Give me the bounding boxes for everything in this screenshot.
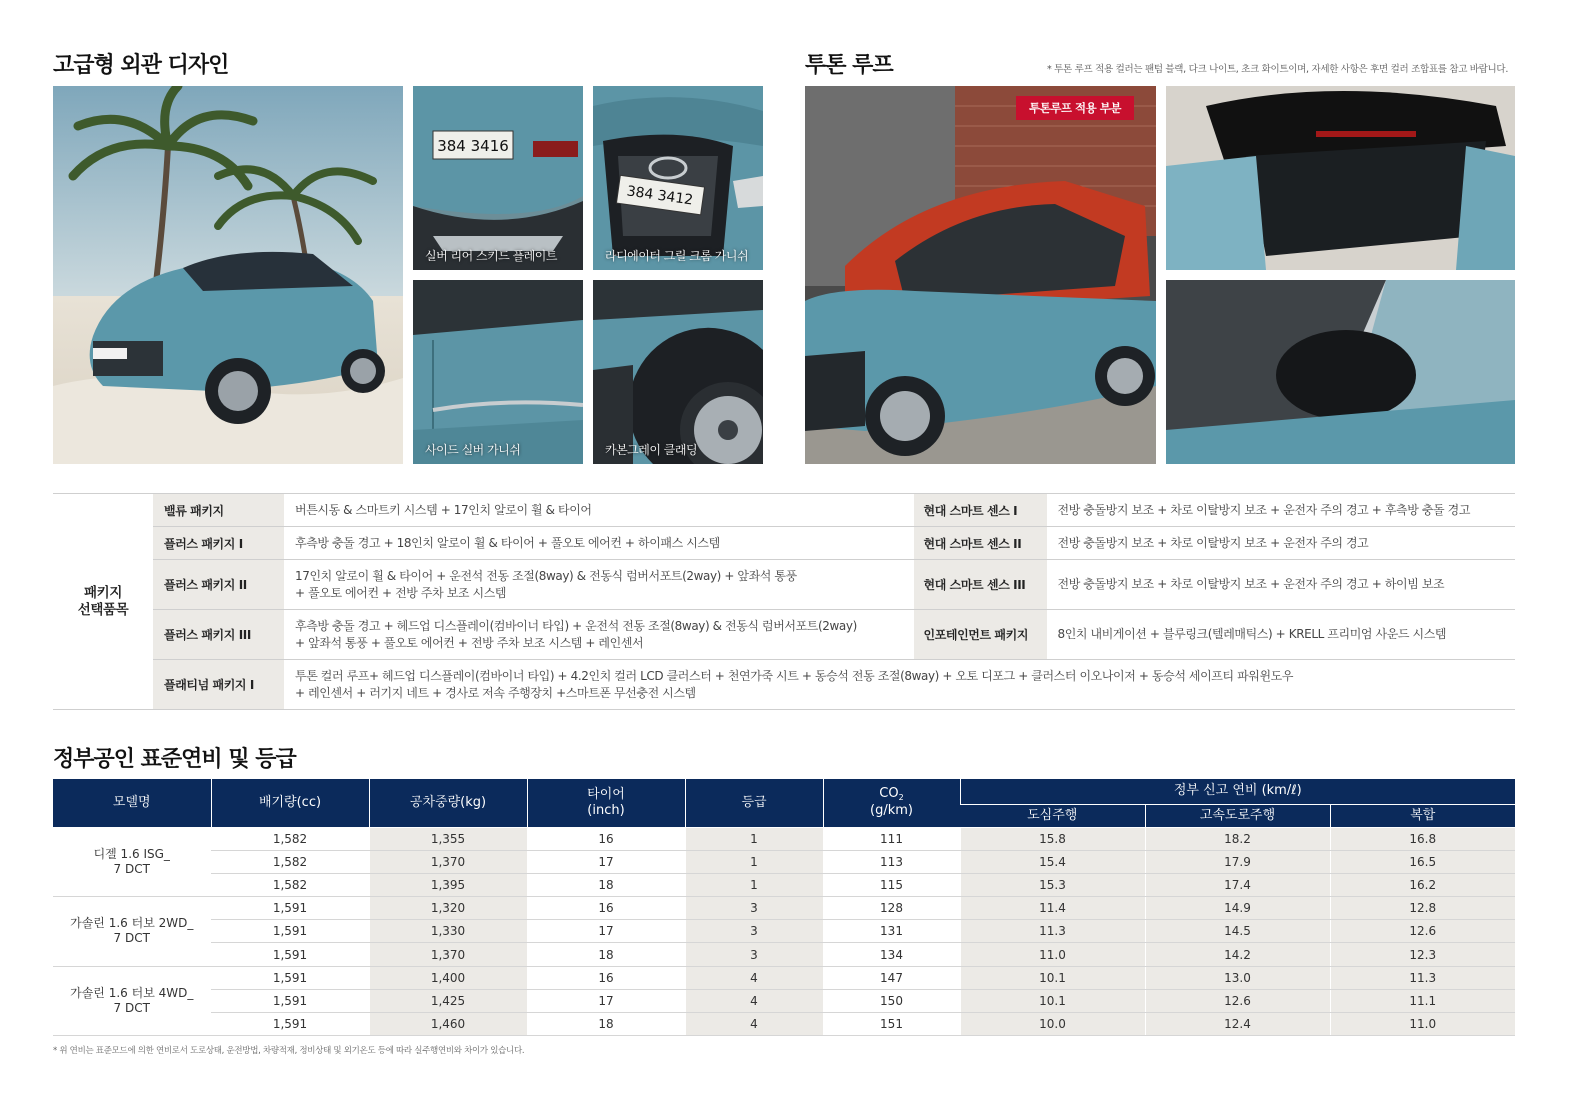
combined-cell: 12.6 [1330,920,1515,943]
package-group-label: 패키지 선택품목 [53,494,153,710]
photo-beach-car [53,86,403,464]
tire-cell: 17 [527,989,685,1012]
grade-cell: 4 [685,966,823,989]
package-desc-right: 전방 충돌방지 보조 + 차로 이탈방지 보조 + 운전자 주의 경고 + 하이빔 보조 [1047,560,1516,610]
grade-cell: 4 [685,989,823,1012]
city-cell: 11.4 [960,897,1145,920]
highway-cell: 13.0 [1145,966,1330,989]
combined-cell: 11.1 [1330,989,1515,1012]
photo-rear-skid [413,86,583,270]
fuel-title: 정부공인 표준연비 및 등급 [53,747,296,772]
highway-cell: 14.5 [1145,920,1330,943]
col-efficiency: 정부 신고 연비 (km/ℓ) [960,779,1515,804]
package-row [53,610,1515,660]
displacement-cell: 1,591 [211,966,369,989]
combined-cell: 16.8 [1330,827,1515,850]
displacement-cell: 1,582 [211,873,369,896]
grade-cell: 3 [685,943,823,966]
tire-cell: 18 [527,1013,685,1036]
col-combined: 복합 [1330,804,1515,827]
col-highway: 고속도로주행 [1145,804,1330,827]
combined-cell: 16.2 [1330,873,1515,896]
svg-text:384 3416: 384 3416 [437,137,509,155]
package-row [53,660,1515,710]
package-desc: 후측방 충돌 경고 + 18인치 알로이 휠 & 타이어 + 풀오토 에어컨 + 하이패스 시스템 [284,527,914,560]
model-name: 가솔린 1.6 터보 2WD_ 7 DCT [53,897,211,967]
weight-cell: 1,395 [369,873,527,896]
weight-cell: 1,320 [369,897,527,920]
fuel-row [53,989,1515,1012]
tire-cell: 18 [527,873,685,896]
grade-cell: 1 [685,873,823,896]
displacement-cell: 1,591 [211,989,369,1012]
weight-cell: 1,355 [369,827,527,850]
weight-cell: 1,400 [369,966,527,989]
col-grade: 등급 [685,779,823,827]
package-row [53,527,1515,560]
twotone-note: * 투톤 루프 적용 컬러는 팬텀 블랙, 다크 나이트, 초크 화이트이며, 자세한 사항은 후면 컬러 조합표를 참고 바랍니다. [1047,64,1509,75]
photo-side-garnish [413,280,583,464]
co2-cell: 151 [823,1013,960,1036]
city-cell: 11.0 [960,943,1145,966]
tire-cell: 16 [527,827,685,850]
package-desc-right: 8인치 내비게이션 + 블루링크(텔레매틱스) + KRELL 프리미엄 사운드 시스템 [1047,610,1516,660]
fuel-row [53,1013,1515,1036]
co2-cell: 113 [823,850,960,873]
fuel-row [53,920,1515,943]
col-displacement: 배기량(cc) [211,779,369,827]
displacement-cell: 1,591 [211,943,369,966]
package-desc: 투톤 컬러 루프+ 헤드업 디스플레이(컴바이너 타입) + 4.2인치 컬러 LCD 클러스터 + 천연가죽 시트 + 동승석 전동 조절(8way) + 오토 디포그 + 클러스터 이오나이저 + 동승석 세이프티 파워윈도우 + 레인센서 + 러기지 네트 + 경사로 저속 주행장치 +스마트폰 무선충전 시스템 [284,660,1515,710]
co2-cell: 131 [823,920,960,943]
combined-cell: 11.3 [1330,966,1515,989]
city-cell: 15.8 [960,827,1145,850]
combined-cell: 16.5 [1330,850,1515,873]
package-label: 플러스 패키지 I [153,527,284,560]
weight-cell: 1,370 [369,943,527,966]
fuel-row [53,873,1515,896]
highway-cell: 18.2 [1145,827,1330,850]
caption-carbon-cladding: 카본그레이 클래딩 [605,443,698,457]
weight-cell: 1,330 [369,920,527,943]
fuel-row [53,850,1515,873]
package-desc-right: 전방 충돌방지 보조 + 차로 이탈방지 보조 + 운전자 주의 경고 [1047,527,1516,560]
fuel-row [53,966,1515,989]
fuel-row [53,897,1515,920]
package-label: 플러스 패키지 III [153,610,284,660]
col-model: 모델명 [53,779,211,827]
col-city: 도심주행 [960,804,1145,827]
model-name: 디젤 1.6 ISG_ 7 DCT [53,827,211,897]
co2-cell: 128 [823,897,960,920]
combined-cell: 12.8 [1330,897,1515,920]
combined-cell: 11.0 [1330,1013,1515,1036]
grade-cell: 1 [685,827,823,850]
fuel-footnote: * 위 연비는 표준모드에 의한 연비로서 도로상태, 운전방법, 차량적재, 정비상태 및 외기온도 등에 따라 실주행연비와 차이가 있습니다. [53,1046,525,1056]
grade-cell: 3 [685,920,823,943]
col-tire: 타이어 (inch) [527,779,685,827]
highway-cell: 14.2 [1145,943,1330,966]
package-label: 밸류 패키지 [153,494,284,527]
package-desc: 후측방 충돌 경고 + 헤드업 디스플레이(컴바이너 타입) + 운전석 전동 조절(8way) & 전동식 럼버서포트(2way) + 앞좌석 통풍 + 풀오토 에어컨 + 전방 주차 보조 시스템 + 레인센서 [284,610,914,660]
caption-side-garnish: 사이드 실버 가니쉬 [425,443,521,457]
displacement-cell: 1,582 [211,850,369,873]
co2-cell: 111 [823,827,960,850]
city-cell: 10.1 [960,966,1145,989]
package-label-right: 인포테인먼트 패키지 [914,610,1047,660]
city-cell: 10.1 [960,989,1145,1012]
weight-cell: 1,370 [369,850,527,873]
grade-cell: 4 [685,1013,823,1036]
highway-cell: 17.4 [1145,873,1330,896]
tire-cell: 16 [527,897,685,920]
grade-cell: 1 [685,850,823,873]
tire-cell: 17 [527,920,685,943]
package-row [53,560,1515,610]
photo-side-mirror [1166,280,1515,464]
package-label-right: 현대 스마트 센스 III [914,560,1047,610]
package-label-right: 현대 스마트 센스 I [914,494,1047,527]
fuel-row [53,943,1515,966]
caption-grille: 라디에이터 그릴 크롬 가니쉬 [605,249,749,263]
col-co2: $CO_2$ (g/km) [823,779,960,827]
co2-cell: 134 [823,943,960,966]
weight-cell: 1,460 [369,1013,527,1036]
twotone-tag: 투톤루프 적용 부분 [1016,96,1134,120]
photo-carbon-cladding [593,280,763,464]
highway-cell: 17.9 [1145,850,1330,873]
package-label: 플러스 패키지 II [153,560,284,610]
tire-cell: 17 [527,850,685,873]
tire-cell: 16 [527,966,685,989]
photo-grille [593,86,763,270]
package-label-right: 현대 스마트 센스 II [914,527,1047,560]
city-cell: 15.3 [960,873,1145,896]
exterior-title: 고급형 외관 디자인 [53,53,229,78]
highway-cell: 12.6 [1145,989,1330,1012]
displacement-cell: 1,591 [211,920,369,943]
package-desc: 버튼시동 & 스마트키 시스템 + 17인치 알로이 휠 & 타이어 [284,494,914,527]
package-label: 플래티넘 패키지 I [153,660,284,710]
package-table [53,493,1515,710]
co2-cell: 150 [823,989,960,1012]
combined-cell: 12.3 [1330,943,1515,966]
package-desc: 17인치 알로이 휠 & 타이어 + 운전석 전동 조절(8way) & 전동식 럼버서포트(2way) + 앞좌석 통풍 + 풀오토 에어컨 + 전방 주차 보조 시스템 [284,560,914,610]
tire-cell: 18 [527,943,685,966]
photo-twotone-roof [805,86,1156,464]
caption-rear-skid: 실버 리어 스키드 플레이트 [425,249,557,263]
highway-cell: 14.9 [1145,897,1330,920]
city-cell: 11.3 [960,920,1145,943]
co2-cell: 115 [823,873,960,896]
co2-cell: 147 [823,966,960,989]
package-desc-right: 전방 충돌방지 보조 + 차로 이탈방지 보조 + 운전자 주의 경고 + 후측방 충돌 경고 [1047,494,1516,527]
city-cell: 10.0 [960,1013,1145,1036]
displacement-cell: 1,591 [211,897,369,920]
highway-cell: 12.4 [1145,1013,1330,1036]
col-weight: 공차중량(kg) [369,779,527,827]
displacement-cell: 1,582 [211,827,369,850]
grade-cell: 3 [685,897,823,920]
fuel-body [53,827,1515,1036]
model-name: 가솔린 1.6 터보 4WD_ 7 DCT [53,966,211,1036]
fuel-row [53,827,1515,850]
package-row [53,494,1515,527]
displacement-cell: 1,591 [211,1013,369,1036]
twotone-title: 투톤 루프 [805,53,893,78]
weight-cell: 1,425 [369,989,527,1012]
fuel-table [53,779,1515,1036]
svg-text:384 3412: 384 3412 [625,183,695,209]
city-cell: 15.4 [960,850,1145,873]
photo-rear-spoiler [1166,86,1515,270]
